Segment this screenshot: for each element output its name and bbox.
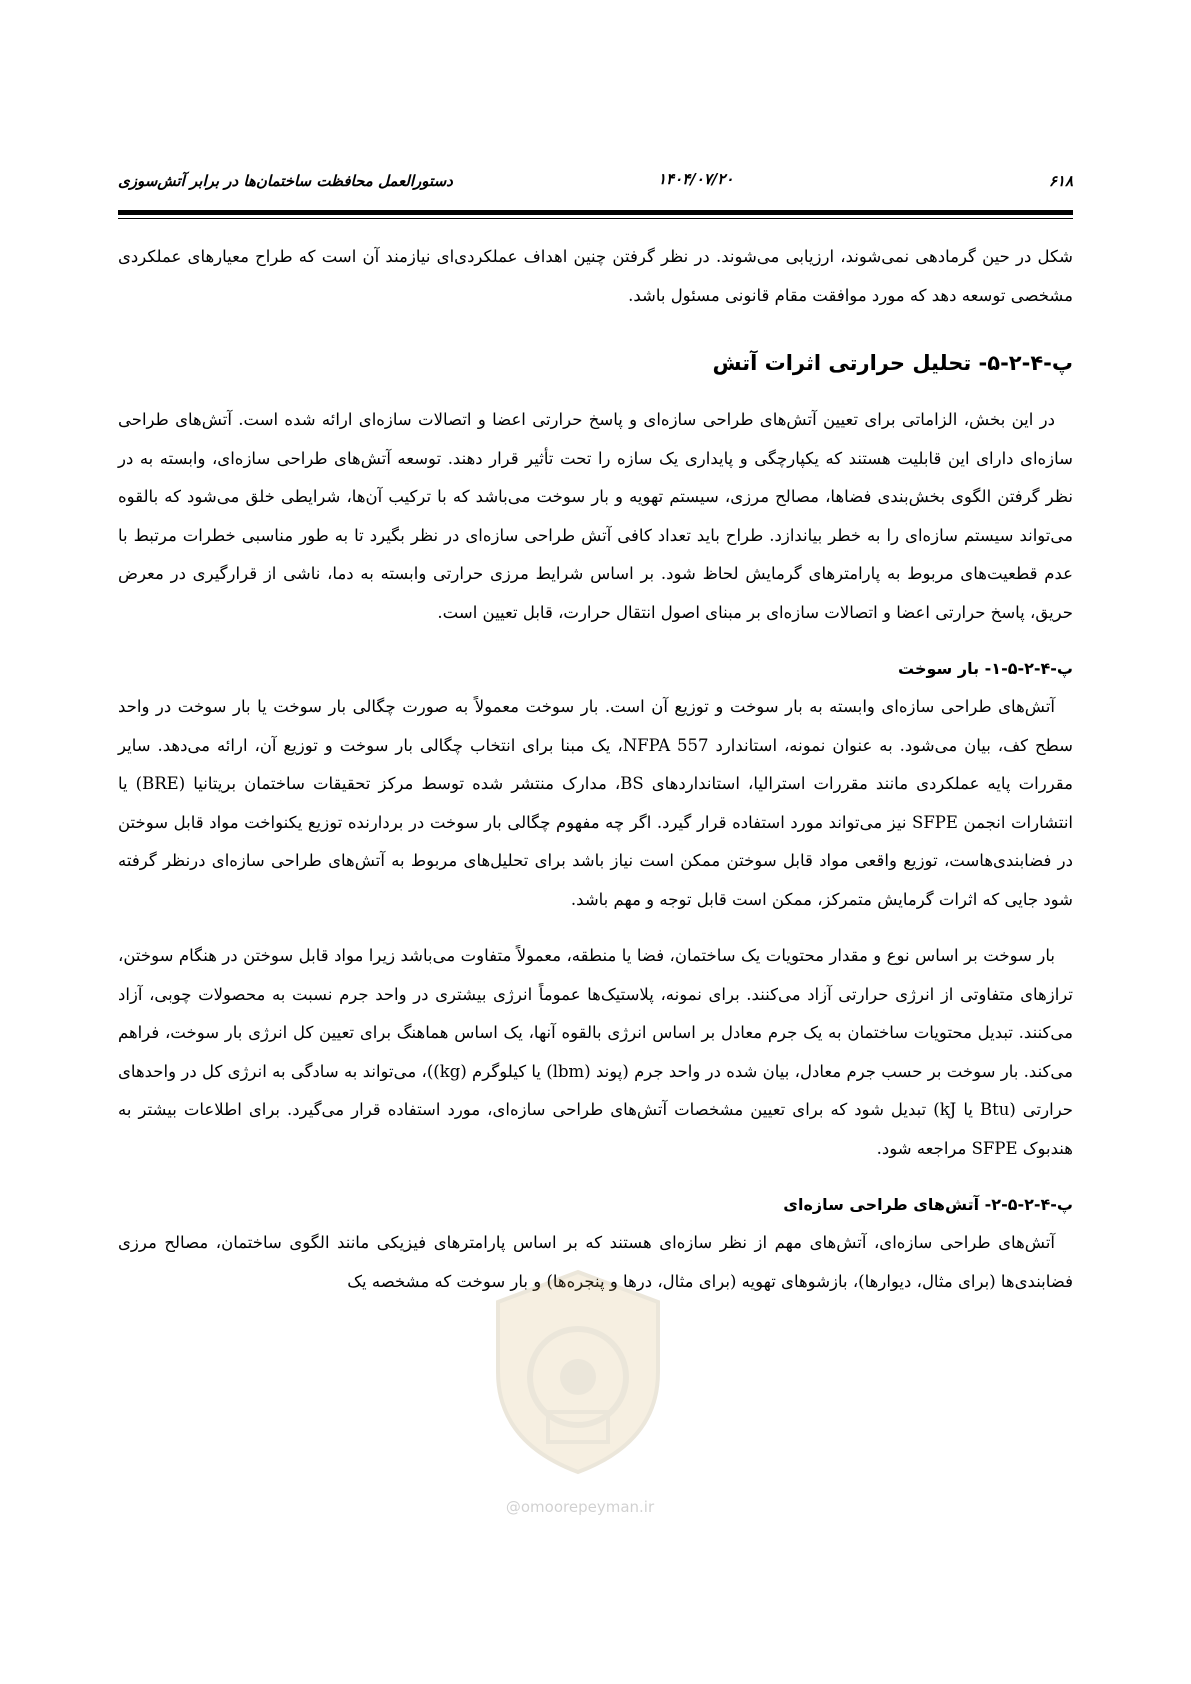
subsection-1-paragraph-2: بار سوخت بر اساس نوع و مقدار محتویات یک ساختمان، فضا یا منطقه، معمولاً متفاوت می‌باشد زیرا مواد قابل سوختن در هنگام سوختن، ترازهای متفاوتی از انرژی حرارتی آزاد می‌کنند. برای نمونه، پلاستیک‌ها عموماً انرژی بیشتری در واحد جرم نسبت به محصولات چوبی، آزاد می‌کنند. تبدیل محتویات ساختمان به یک جرم معادل بر اساس انرژی بالقوه آنها، یک اساس هماهنگ برای تعیین کل انرژی بار سوخت، فراهم می‌کند. بار سوخت بر حسب جرم معادل، بیان شده در واحد جرم (پوند (lbm) یا کیلوگرم (kg))، می‌تواند به سادگی به انرژی کل در واحدهای حرارتی (Btu یا kJ) تبدیل شود که برای تعیین مشخصات آتش‌های طراحی سازه‌ای، مورد استفاده قرار می‌گیرد. برای اطلاعات بیشتر به هندبوک SFPE مراجعه شود.: [118, 946, 1074, 1158]
intro-paragraph: شکل در حین گرمادهی نمی‌شوند، ارزیابی می‌شوند. در نظر گرفتن چنین اهداف عملکردی‌ای نیازمند آن است که طراح معیارهای عملکردی مشخصی توسعه دهد که مورد موافقت مقام قانونی مسئول باشد.: [118, 247, 1073, 305]
header-rule-thin: [118, 218, 1073, 219]
section-paragraph: در این بخش، الزاماتی برای تعیین آتش‌های طراحی سازه‌ای و پاسخ حرارتی اعضا و اتصالات سازه‌ای ارائه شده است. آتش‌های طراحی سازه‌ای دارای این قابلیت هستند که یکپارچگی و پایداری یک سازه را تحت تأثیر قرار دهند. توسعه آتش‌های طراحی سازه‌ای، وابسته به در نظر گرفتن الگوی بخش‌بندی فضاها، مصالح مرزی، سیستم تهویه و بار سوخت می‌باشد که با ترکیب آن‌ها، شرایطی خلق می‌شود که بالقوه می‌تواند سیستم سازه‌ای را به خطر بیاندازد. طراح باید تعداد کافی آتش طراحی سازه‌ای در نظر بگیرد تا به طور مناسبی خطرات مرتبط با عدم قطعیت‌های مربوط به پارامترهای گرمایش لحاظ شود. بر اساس شرایط مرزی حرارتی وابسته به دما، ناشی از قرارگیری در معرض حریق، پاسخ حرارتی اعضا و اتصالات سازه‌ای بر مبنای اصول انتقال حرارت، قابل تعیین است.: [118, 410, 1073, 622]
header-date: ۱۴۰۴/۰۷/۲۰: [658, 170, 734, 188]
subsection-2-paragraph: آتش‌های طراحی سازه‌ای، آتش‌های مهم از نظر سازه‌ای هستند که بر اساس پارامترهای فیزیکی مانند الگوی ساختمان، مصالح مرزی فضابندی‌ها (برای مثال، دیوارها)، بازشوهای تهویه (برای مثال، درها و پنجره‌ها) و بار سوخت که مشخصه یک: [118, 1233, 1073, 1291]
document-title: دستورالعمل محافظت ساختمان‌ها در برابر آتش‌سوزی: [118, 172, 453, 190]
subsection-2-heading: پ-۴-۲-۵-۲- آتش‌های طراحی سازه‌ای: [783, 1195, 1073, 1214]
subsection-1-paragraph-1: آتش‌های طراحی سازه‌ای وابسته به بار سوخت و توزیع آن است. بار سوخت معمولاً به صورت چگالی بار سوخت یا بار سوخت در واحد سطح کف، بیان می‌شود. به عنوان نمونه، استاندارد NFPA 557، یک مبنا برای انتخاب چگالی بار سوخت و توزیع آن، ارائه می‌دهد. سایر مقررات پایه عملکردی مانند مقررات استرالیا، استانداردهای BS، مدارک منتشر شده توسط مرکز تحقیقات ساختمان بریتانیا (BRE) یا انتشارات انجمن SFPE نیز می‌تواند مورد استفاده قرار گیرد. اگر چه مفهوم چگالی بار سوخت در بردارنده توزیع یکنواخت مواد قابل سوختن در فضابندی‌هاست، توزیع واقعی مواد قابل سوختن ممکن است نیاز باشد برای تحلیل‌های مربوط به آتش‌های طراحی سازه‌ای درنظر گرفته شود جایی که اثرات گرمایش متمرکز، ممکن است قابل توجه و مهم باشد.: [118, 697, 1073, 909]
page-number: ۶۱۸: [1048, 172, 1073, 190]
document-body: [118, 238, 1073, 1301]
subsection-1-heading: پ-۴-۲-۵-۱- بار سوخت: [898, 659, 1073, 678]
watermark-text: @omoorepeyman.ir: [505, 1498, 655, 1516]
running-header: [118, 170, 1073, 196]
section-heading: پ-۴-۲-۵- تحلیل حرارتی اثرات آتش: [712, 351, 1073, 375]
header-rule-thick: [118, 210, 1073, 215]
